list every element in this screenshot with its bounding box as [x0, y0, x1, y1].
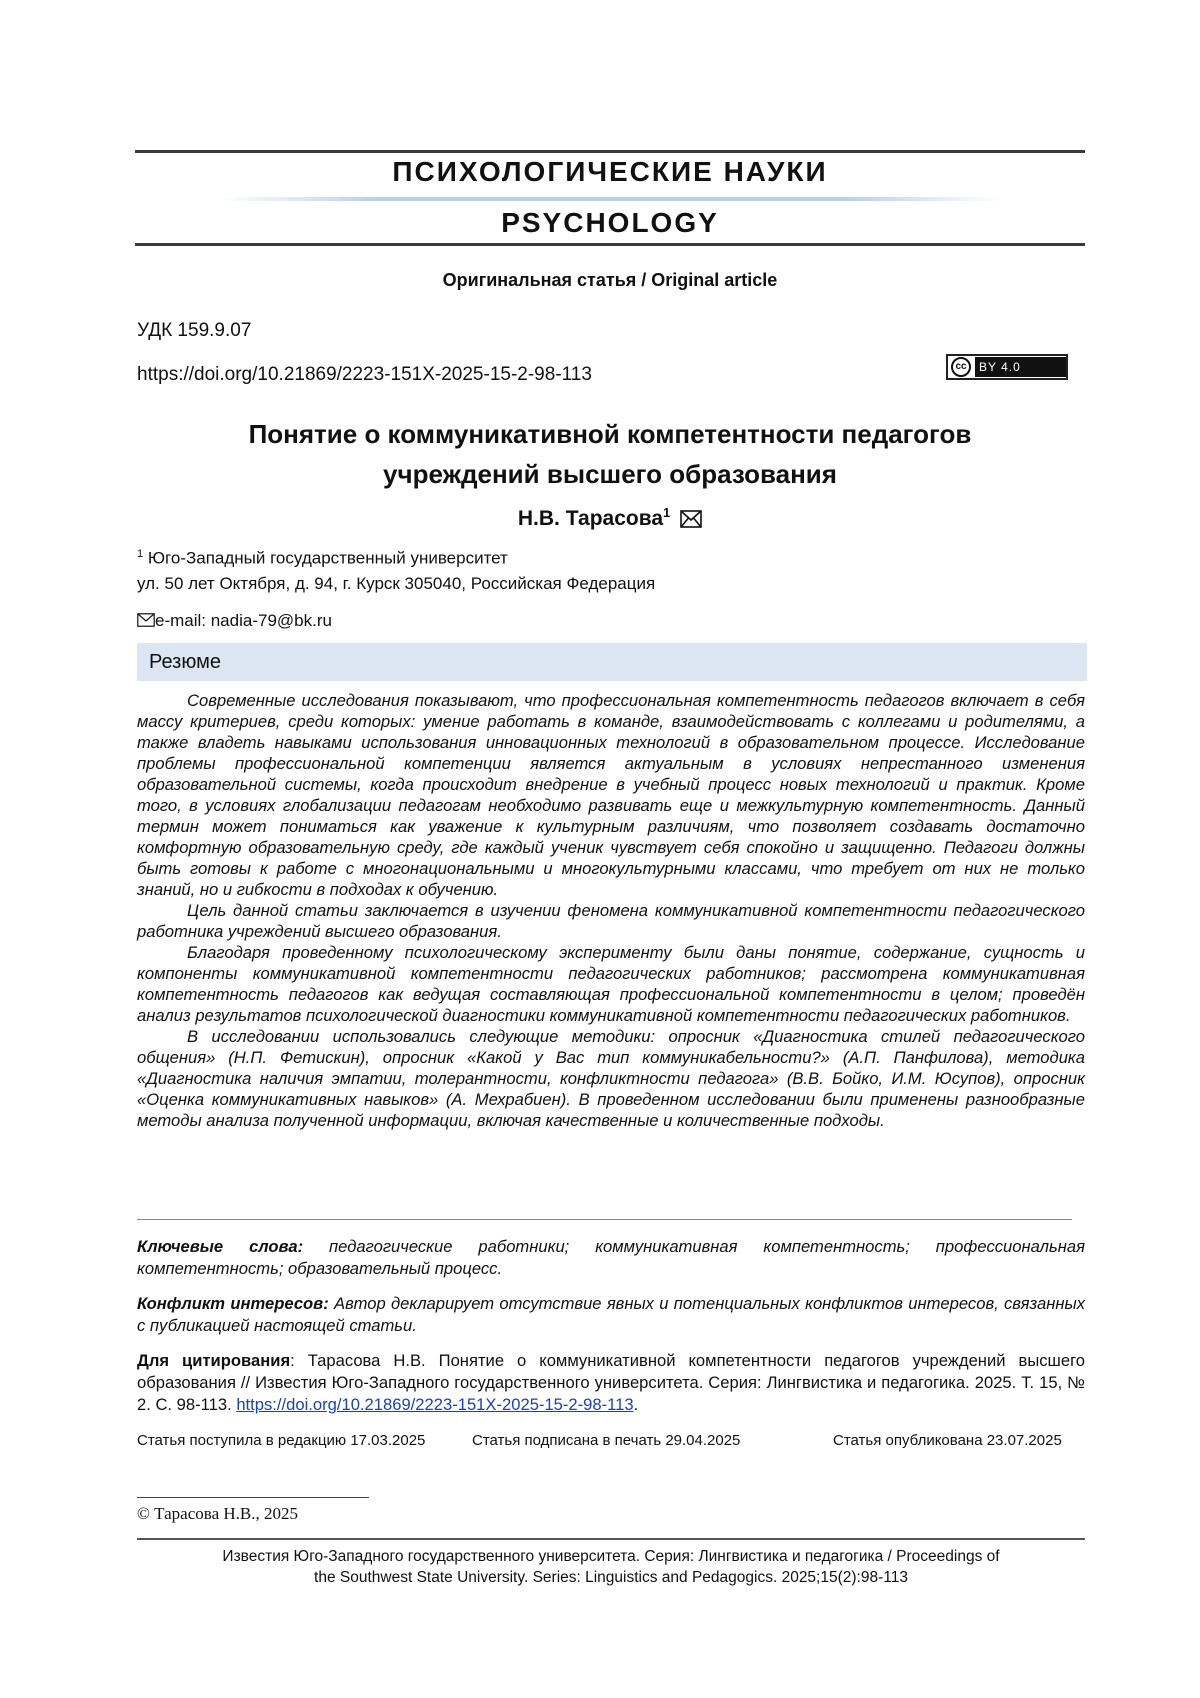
footer-line-1: Известия Юго-Западного государственного университета. Серия: Лингвистика и педагогика / Proceedings of — [222, 1548, 1000, 1565]
keywords — [137, 1236, 1085, 1280]
udk-code: УДК 159.9.07 — [137, 320, 252, 341]
citation-label: Для цитирования — [137, 1351, 291, 1370]
header-bottom-rule — [135, 243, 1085, 246]
section-title-ru: ПСИХОЛОГИЧЕСКИЕ НАУКИ — [392, 156, 828, 187]
abstract-paragraph: В исследовании использовались следующие методики: опросник «Диагностика стилей педагогического общения» (Н.П. Фетискин), опросник «Какой у Вас тип коммуникабельности?» (А.П. Панфилова), методика «Диагностика наличия эмпатии, толерантности, конфликтности педагога» (В.В. Бойко, И.М. Юсупов), опросник «Оценка коммуникативных навыков» (А. Мехрабиен). В проведенном исследовании были применены разнообразные методы анализа полученной информации, включая качественные и количественные подходы. — [137, 1027, 1085, 1130]
cc-license-badge[interactable] — [946, 354, 1068, 380]
footer-rule — [137, 1538, 1085, 1540]
doi-link[interactable]: https://doi.org/10.21869/2223-151X-2025-15-2-98-113 — [137, 364, 592, 385]
abstract-heading: Резюме — [149, 651, 221, 673]
section-title-en: PSYCHOLOGY — [501, 207, 719, 238]
date-accepted: Статья подписана в печать 29.04.2025 — [472, 1432, 741, 1449]
citation-end: . — [633, 1395, 639, 1414]
keywords-value: педагогические работники; коммуникативная компетентность; профессиональная компетентность; образовательный процесс. — [137, 1237, 1085, 1278]
citation-text: : Тарасова Н.В. Понятие о коммуникативной компетентности педагогов учреждений высшего образования // Известия Юго-Западного государственного университета. Серия: Лингвистика и педагогика. 2025. Т. 15, № 2. С. 98-113. — [137, 1351, 1085, 1414]
keywords-label: Ключевые слова: — [137, 1237, 304, 1256]
abstract-body — [137, 690, 1085, 1131]
affiliation-address: ул. 50 лет Октября, д. 94, г. Курск 305040, Российская Федерация — [137, 574, 656, 593]
email-address[interactable]: e-mail: nadia-79@bk.ru — [155, 611, 332, 630]
abstract-paragraph: Современные исследования показывают, что профессиональная компетентность педагогов включает в себя массу критериев, среди которых: умение работать в команде, взаимодействовать с коллегами и родителями, а также владеть навыками использования инновационных технологий в образовательном процессе. Исследование проблемы профессиональной компетенции является актуальным в условиях непрестанного изменения образовательной системы, когда происходит внедрение в учебный процесс новых технологий и практик. Кроме того, в условиях глобализации педагогам необходимо развивать еще и межкультурную компетентность. Данный термин может пониматься как уважение к культурным различиям, что позволяет создавать достаточно комфортную образовательную среду, где каждый ученик чувствует себя спокойно и защищенно. Педагоги должны быть готовы к работе с многонациональными и многокультурными классами, что требует от них не только знаний, но и гибкости в подходах к обучению. — [137, 691, 1085, 899]
article-title-line-2: учреждений высшего образования — [383, 459, 837, 489]
date-published: Статья опубликована 23.07.2025 — [833, 1432, 1062, 1449]
footer-line-2: the Southwest State University. Series: Linguistics and Pedagogics. 2025;15(2):98-113 — [314, 1569, 908, 1586]
citation — [137, 1350, 1085, 1416]
author-affiliation-sup: 1 — [663, 505, 671, 520]
conflict-label: Конфликт интересов: — [137, 1294, 329, 1313]
header-divider — [220, 197, 1000, 201]
email-line — [137, 611, 332, 631]
affiliation-org — [137, 548, 508, 569]
copyright: © Тарасова Н.В., 2025 — [137, 1504, 298, 1523]
abstract-paragraph: Благодаря проведенному психологическому эксперименту были даны понятие, содержание, сущность и компоненты коммуникативной компетентности педагогических работников; рассмотрена коммуникативная компетентность педагогов как ведущая составляющая профессиональной компетентности в целом; проведён анализ результатов психологической диагностики коммуникативной компетентности педагогических работников. — [137, 943, 1085, 1025]
cc-icon: cc — [951, 357, 971, 377]
conflict-value: Автор декларирует отсутствие явных и потенциальных конфликтов интересов, связанных с публикацией настоящей статьи. — [137, 1294, 1085, 1335]
abstract-heading-bar — [137, 643, 1087, 681]
abstract-paragraph: Цель данной статьи заключается в изучении феномена коммуникативной компетентности педагогического работника учреждений высшего образования. — [137, 901, 1085, 941]
author-name: Н.В. Тарасова — [517, 507, 664, 530]
affiliation-sup: 1 — [137, 548, 144, 560]
email-envelope-icon — [137, 613, 155, 627]
page-footer — [137, 1546, 1085, 1588]
citation-doi-link[interactable]: https://doi.org/10.21869/2223-151X-2025-15-2-98-113 — [236, 1395, 634, 1414]
affiliation-org-name: Юго-Западный государственный университет — [147, 548, 508, 568]
conflict-of-interest — [137, 1293, 1085, 1337]
envelope-icon[interactable] — [680, 510, 702, 528]
abstract-divider — [137, 1219, 1072, 1220]
cc-license-label: BY 4.0 — [975, 357, 1066, 377]
article-title-line-1: Понятие о коммуникативной компетентности педагогов — [248, 419, 972, 449]
author-line — [135, 505, 1085, 531]
article-title — [135, 414, 1085, 494]
copyright-rule — [137, 1497, 369, 1498]
header-top-rule — [135, 150, 1085, 153]
date-received: Статья поступила в редакцию 17.03.2025 — [137, 1432, 426, 1449]
article-type: Оригинальная статья / Original article — [442, 270, 778, 290]
